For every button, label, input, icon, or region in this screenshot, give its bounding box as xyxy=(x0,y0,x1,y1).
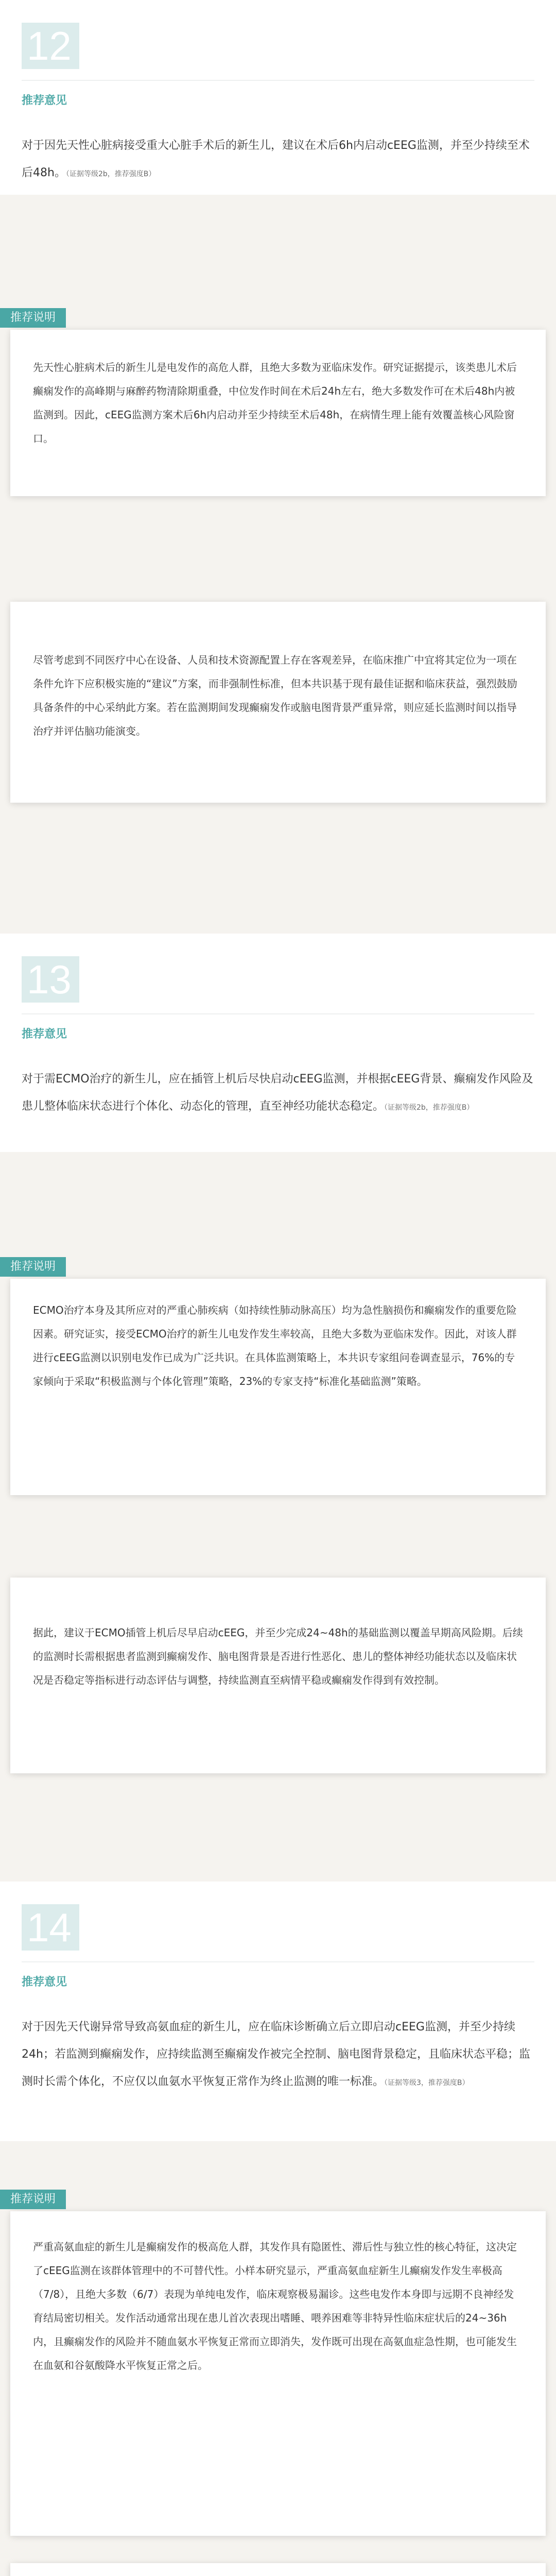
section-number: 14 xyxy=(22,1904,79,1951)
recommendation-text: 对于需ECMO治疗的新生儿，应在插管上机后尽快启动cEEG监测，并根据cEEG背景、癫痫发作风险及患儿整体临床状态进行个体化、动态化的管理，直至神经功能状态稳定。（证据等级2b，推荐强度B） xyxy=(22,1073,533,1113)
divider xyxy=(22,80,534,81)
explanation-text: ECMO治疗本身及其所应对的严重心肺疾病（如持续性肺动脉高压）均为急性脑损伤和癫痫发作的重要危险因素。研究证实，接受ECMO治疗的新生儿电发作发生率较高，且绝大多数为亚临床发作。因此，对该人群进行cEEG监测以识别电发作已成为广泛共识。在具体监测策略上，本共识专家组问卷调查显示，76%的专家倾向于采取“积极监测与个体化管理”策略，23%的专家支持“标准化基础监测”策略。 xyxy=(33,1304,517,1387)
evidence-grade: （证据等级2b，推荐强度B） xyxy=(65,170,156,178)
note-card xyxy=(10,2563,546,2576)
explanation-tag: 推荐说明 xyxy=(0,1257,66,1277)
explanation-text: 先天性心脏病术后的新生儿是电发作的高危人群，且绝大多数为亚临床发作。研究证据提示，该类患儿术后癫痫发作的高峰期与麻醉药物清除期重叠，中位发作时间在术后24h左右，绝大多数发作可在术后48h内被监测到。因此，cEEG监测方案术后6h内启动并至少持续至术后48h，在病情生理上能有效覆盖核心风险窗口。 xyxy=(33,361,517,445)
explanation-card xyxy=(10,2211,546,2536)
explanation-tag: 推荐说明 xyxy=(0,2190,66,2209)
note-card xyxy=(10,602,546,803)
explanation-tag: 推荐说明 xyxy=(0,308,66,328)
recommendation-13 xyxy=(0,934,556,1152)
section-number: 12 xyxy=(22,23,79,69)
recommendation-text: 对于因先天性心脏病接受重大心脏手术后的新生儿，建议在术后6h内启动cEEG监测，并至少持续至术后48h。（证据等级2b，推荐强度B） xyxy=(22,139,530,179)
recommendation-12 xyxy=(0,0,556,195)
note-text: 尽管考虑到不同医疗中心在设备、人员和技术资源配置上存在客观差异，在临床推广中宜将其定位为一项在条件允许下应积极实施的“建议”方案，而非强制性标准，但本共识基于现有最佳证据和临床获益，强烈鼓励具备条件的中心采纳此方案。若在监测期间发现癫痫发作或脑电图背景严重异常，则应延长监测时间以指导治疗并评估脑功能演变。 xyxy=(33,654,517,737)
recommendation-text: 对于因先天代谢异常导致高氨血症的新生儿，应在临床诊断确立后立即启动cEEG监测，并至少持续24h；若监测到癫痫发作，应持续监测至癫痫发作被完全控制、脑电图背景稳定，且临床状态平稳；监测时长需个体化，不应仅以血氨水平恢复正常作为终止监测的唯一标准。（证据等级3，推荐强度B） xyxy=(22,2021,530,2088)
recommendation-heading: 推荐意见 xyxy=(22,1028,67,1041)
evidence-grade: （证据等级3，推荐强度B） xyxy=(384,2079,470,2087)
evidence-grade: （证据等级2b，推荐强度B） xyxy=(384,1104,474,1112)
recommendation-14 xyxy=(0,1882,556,2141)
explanation-card xyxy=(10,1279,546,1495)
recommendation-heading: 推荐意见 xyxy=(22,94,67,107)
section-number: 13 xyxy=(22,956,79,1003)
explanation-card xyxy=(10,330,546,496)
note-text: 据此，建议于ECMO插管上机后尽早启动cEEG，并至少完成24~48h的基础监测以覆盖早期高风险期。后续的监测时长需根据患者监测到癫痫发作、脑电图背景是否进行性恶化、患儿的整体神经功能状态以及临床状况是否稳定等指标进行动态评估与调整，持续监测直至病情平稳或癫痫发作得到有效控制。 xyxy=(33,1626,523,1686)
explanation-text: 严重高氨血症的新生儿是癫痫发作的极高危人群，其发作具有隐匿性、滞后性与独立性的核心特征，这决定了cEEG监测在该群体管理中的不可替代性。小样本研究显示，严重高氨血症新生儿癫痫发作发生率极高（7/8），且绝大多数（6/7）表现为单纯电发作，临床观察极易漏诊。这些电发作本身即与远期不良神经发育结局密切相关。发作活动通常出现在患儿首次表现出嗜睡、喂养困难等非特异性临床症状后的24~36h内，且癫痫发作的风险并不随血氨水平恢复正常而立即消失，发作既可出现在高氨血症急性期，也可能发生在血氨和谷氨酸降水平恢复正常之后。 xyxy=(33,2241,517,2371)
divider xyxy=(22,1013,534,1014)
recommendation-heading: 推荐意见 xyxy=(22,1976,67,1989)
note-card xyxy=(10,1578,546,1773)
divider xyxy=(22,1961,534,1962)
